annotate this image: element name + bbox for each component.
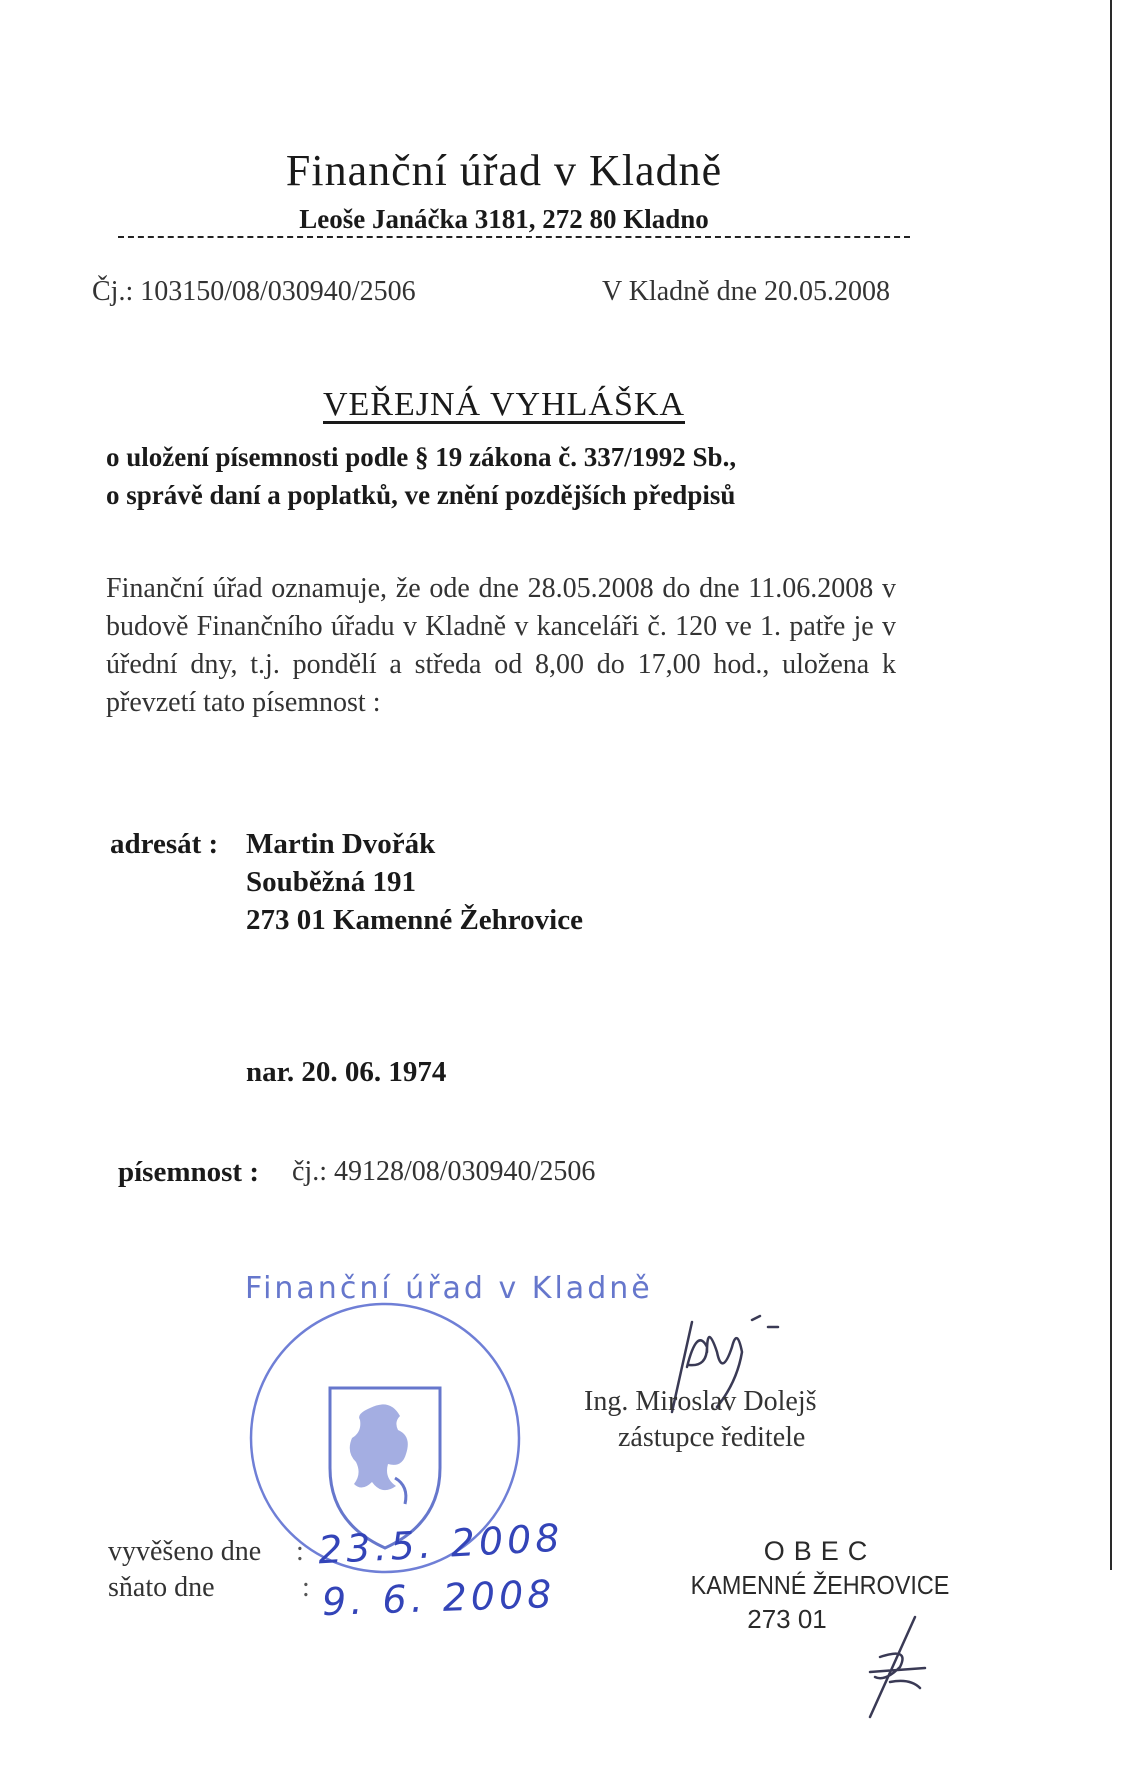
posted-colon: :: [296, 1536, 304, 1567]
notice-title-text: VEŘEJNÁ VYHLÁŠKA: [323, 386, 685, 423]
place-and-date: V Kladně dne 20.05.2008: [602, 276, 890, 307]
municipal-stamp-line3: 273 01: [747, 1604, 827, 1634]
office-address: Leoše Janáčka 3181, 272 80 Kladno: [299, 204, 709, 234]
addressee-city: 273 01 Kamenné Žehrovice: [246, 904, 583, 936]
notice-body: Finanční úřad oznamuje, že ode dne 28.05.2008 do dne 11.06.2008 v budově Finančního úřadu v Kladně v kanceláři č. 120 ve 1. patře je v úřední dny, t.j. pondělí a středa od 8,00 do 17,00 hod., uložena k převzetí tato písemnost :: [106, 573, 896, 718]
addressee-label: adresát :: [110, 828, 219, 860]
posted-date-handwritten: 23.5. 2008: [317, 1515, 565, 1573]
notice-title: [0, 386, 1008, 424]
dashed-divider: [118, 236, 910, 238]
addressee-name: Martin Dvořák: [246, 828, 436, 860]
document-label: písemnost :: [118, 1156, 259, 1188]
addressee-street: Souběžná 191: [246, 866, 417, 898]
municipal-stamp-line2: KAMENNÉ ŽEHROVICE: [690, 1570, 950, 1600]
removed-date-handwritten: 9. 6. 2008: [321, 1571, 557, 1625]
posted-date-label: vyvěšeno dne: [108, 1536, 262, 1567]
signatory-name: Ing. Miroslav Dolejš: [584, 1386, 817, 1417]
signatory-role: zástupce ředitele: [618, 1422, 806, 1453]
notice-subtitle-line1: o uložení písemnosti podle § 19 zákona č. 337/1992 Sb.,: [106, 442, 737, 472]
stamp-text: Finanční úřad v Kladně: [245, 1271, 653, 1306]
removed-date-label: sňato dne: [108, 1572, 215, 1603]
handwritten-initials: [860, 1612, 940, 1722]
office-name: Finanční úřad v Kladně: [285, 146, 723, 195]
reference-number: Čj.: 103150/08/030940/2506: [92, 276, 416, 307]
document-reference: čj.: 49128/08/030940/2506: [292, 1156, 596, 1187]
notice-subtitle-line2: o správě daní a poplatků, ve znění pozdějších předpisů: [106, 480, 736, 510]
removed-colon: :: [302, 1572, 310, 1603]
addressee-birth-date: nar. 20. 06. 1974: [246, 1056, 447, 1088]
municipal-stamp-line1: OBEC: [763, 1536, 877, 1566]
scan-edge-line: [1110, 0, 1112, 1570]
